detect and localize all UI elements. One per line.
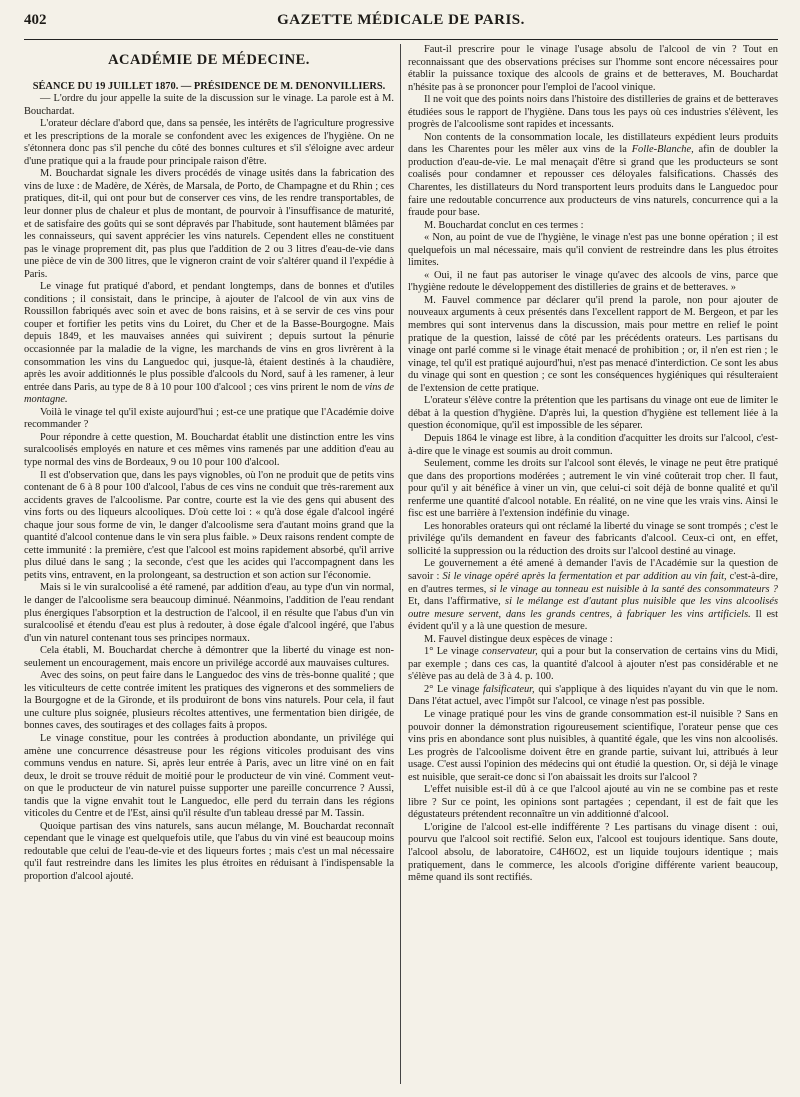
session-heading: SÉANCE DU 19 JUILLET 1870. — PRÉSIDENCE DE M. DENONVILLIERS. [32,80,386,92]
paragraph: M. Fauvel distingue deux espèces de vinage : [424,633,613,645]
paragraph: Cela établi, M. Bouchardat cherche à démontrer que la liberté du vinage est non-seulement un encouragement, mais encore un privilége accordé aux mauvaises cultures. [24,645,394,669]
paragraph: « Oui, il ne faut pas autoriser le vinage qu'avec des alcools de vins, parce que l'hygiène redoute le développement des distilleries de grains et de betteraves. » [408,269,778,294]
paragraph: Quoique partisan des vins naturels, sans aucun mélange, M. Bouchardat reconnaît cependant que le vinage est quelquefois utile, que l'abus du vin viné est beaucoup moins redoutable que celui de l'eau-de-vie et des liqueurs fortes ; mais c'est un mal nécessaire qu'il faut restreindre dans les limites les plus étroites en réduisant à l'indispensable la proportion d'alcool ajouté. [24,820,394,882]
paragraph: Pour répondre à cette question, M. Bouchardat établit une distinction entre les vins suralcoolisés employés en nature et ces mêmes vins ramenés par une addition d'eau au type normal des vins de Bordeaux, 9 ou 10 pour 100 d'alcool. [24,431,394,468]
paragraph: Avec des soins, on peut faire dans le Languedoc des vins de très-bonne qualité ; que les viticulteurs de cette contrée imitent les pratiques des vignerons et des sommeliers de la Bourgogne et de la Gironde, et ils produiront de bons vins naturels. Pour cela, il faut une culture plus soignée, plusieurs récoltes attentives, une fermentation bien dirigée, de bonnes caves, des soutirages et des collages faits à propos. [24,670,394,732]
right-column [408,44,778,1084]
paragraph: Voilà le vinage tel qu'il existe aujourd'hui ; est-ce une pratique que l'Académie doive recommander ? [24,406,394,431]
paragraph: L'orateur déclare d'abord que, dans sa pensée, les intérêts de l'agriculture progressive et les prescriptions de la morale se confondent avec les exigences de l'hygiène. On ne s'étonnera donc pas s'il penche du côté des bonnes cultures et s'il s'éloigne avec ardeur d'une pratique qui a la fraude pour principale raison d'être. [24,118,394,167]
paragraph: Mais si le vin suralcoolisé a été ramené, par addition d'eau, au type d'un vin normal, le danger de l'alcoolisme sera beaucoup diminué. Néanmoins, l'addition de l'eau rendant plus énergiques l'absorption et la destruction de l'alcool, il en résulte que l'abus d'un vin suralcoolisé et étendu d'eau est plus à redouter, à dose égale d'alcool ingéré, que l'abus d'un vin naturel contenant tous ses principes normaux. [24,582,394,644]
paragraph: Le vinage pratiqué pour les vins de grande consommation est-il nuisible ? Sans en pouvoir donner la démonstration rigoureusement scientifique, l'orateur pense que ces vins pris en abondance sont plus nuisibles, à quantité égale, que les vins non alcoolisés. Les progrès de l'alcoolisme doivent être en grande partie, suivant lui, attribués à leur usage. C'est aussi l'opinion des médecins qui ont étudié la question. Or, si déjà le vinage est nuisible, que serait-ce donc si l'on abaissait les droits sur l'alcool ? [408,708,778,783]
paragraph: Le vinage constitue, pour les contrées à production abondante, un privilége qui amène une concurrence désastreuse pour les régions viticoles produisant des vins communs vendus en nature. Si, après leur entrée à Paris, avec un litre viné on en fait deux, le droit se trouve réduit de moitié pour le producteur de vin viné. Comment veut-on que le producteur de vin naturel puisse supporter une pareille concurrence ? Aussi, tandis que la vigne envahit tout le Languedoc, elle perd du terrain dans les régions viticoles du Centre et de l'Est, ainsi qu'il résulte d'un tableau dressé par M. Tassin. [24,732,394,820]
left-column [24,44,394,1084]
column-divider [400,44,401,1084]
paragraph: M. Fauvel commence par déclarer qu'il prend la parole, non pour ajouter de nouveaux arguments à ceux présentés dans l'excellent rapport de M. Bergeon, et par les membres qui sont intervenus dans la discussion, mais pour mettre en relief le point pratique de la question, laissé de côté par les précédents orateurs. Les partisans du vinage ont parlé comme si le vinage était menacé de prohibition ; or, il n'en est rien ; le vinage, tel qu'il est pratiqué aujourd'hui, n'est pas menacé d'interdiction. Ce sont les abus du vinage qui sont en question ; ce sont les conséquences hygiéniques qui résulteraient de l'extension de cette pratique. [408,294,778,394]
page-number: 402 [24,12,47,28]
paragraph: L'origine de l'alcool est-elle indifférente ? Les partisans du vinage disent : oui, pourvu que l'alcool soit rectifié. Selon eux, l'alcool est toujours identique. Sans doute, l'alcool absolu, de laboratoire, C4H6O2, est un liquide toujours identique ; mais pratiquement, dans le commerce, les alcools d'origine différente varient beaucoup, même quand ils sont rectifiés. [408,821,778,884]
paragraph: 2° Le vinage falsificateur, qui s'applique à des liquides n'ayant du vin que le nom. Dans l'état actuel, avec l'impôt sur l'alcool, ce vinage n'est pas possible. [408,683,778,708]
paragraph: — L'ordre du jour appelle la suite de la discussion sur le vinage. La parole est à M. Bouchardat. [24,93,394,117]
paragraph: Le gouvernement a été amené à demander l'avis de l'Académie sur la question de savoir : Si le vinage opéré après la fermentation et par addition au vin fait, c'est-à-dire, en d'autres termes, si le vinage au tonneau est nuisible à la santé des consommateurs ? Et, dans l'affirmative, si le mélange est d'autant plus nuisible que les vins alcoolisés outre mesure servent, dans les grands centres, à fabriquer les vins artificiels. Il est évident qu'il y a là une question de mesure. [408,558,778,633]
paragraph: Faut-il prescrire pour le vinage l'usage absolu de l'alcool de vin ? Tout en reconnaissant que des observations précises sur l'homme sont encore nécessaires pour établir la puissance toxique des alcools de grains et de betteraves, M. Bouchardat n'hésite pas à se prononcer pour l'emploi de l'acool vinique. [408,44,778,93]
paragraph: M. Bouchardat conclut en ces termes : [424,219,584,231]
paragraph: Depuis 1864 le vinage est libre, à la condition d'acquitter les droits sur l'alcool, c'est-à-dire que le vinage est soumis au droit commun. [408,432,778,457]
paragraph: Non contents de la consommation locale, les distillateurs expédient leurs produits dans les Charentes pour les mêler aux vins de la Folle-Blanche, afin de doubler la production d'eau-de-vie. Le mal menaçait d'être si grand que les producteurs se sont coalisés pour condamner et repousser ces déloyales falsifications. Chassés des Charentes, les distillateurs du Nord transportent leurs produits dans le Languedoc pour faire une redoutable concurrence aux producteurs de vins naturels, concurrence qui a la fraude pour base. [408,131,778,219]
paragraph: Seulement, comme les droits sur l'alcool sont élevés, le vinage ne peut être pratiqué que dans des proportions modérées ; autrement le vin viné coûterait trop cher. Il faut, pour qu'il y ait bénéfice à viner un vin, que celui-ci soit déjà de bonne qualité et qu'il renferme une quantité d'alcool notable. En réalité, on ne vine que les vrais vins. Ainsi le fisc est une barrière à l'extension indéfinie du vinage. [408,458,778,520]
paragraph: 1° Le vinage conservateur, qui a pour but la conservation de certains vins du Midi, par exemple ; dans ces cas, la quantité d'alcool à ajouter n'est pas considérable et ne s'élève pas au delà de 3 à 4. p. 100. [408,646,778,683]
paragraph: Il ne voit que des points noirs dans l'histoire des distilleries de grains et de betteraves étudiées sous le rapport de l'hygiène. Dans tous les pays où ces industries s'élèvent, les progrès de l'alcoolisme sont rapides et incessants. [408,94,778,131]
page-header [24,12,778,40]
paragraph: Les honorables orateurs qui ont réclamé la liberté du vinage se sont trompés ; c'est le privilége qu'ils demandent en faveur des fabricants d'alcool. Ceux-ci ont, en effet, sollicité la suppression ou la réduction des droits sur l'alcool destiné au vinage. [408,520,778,557]
section-title: ACADÉMIE DE MÉDECINE. [108,52,310,68]
paragraph: L'effet nuisible est-il dû à ce que l'alcool ajouté au vin ne se combine pas et reste libre ? Sur ce point, les opinions sont partagées ; cependant, il est de fait que les dégustateurs prétendent reconnaître un vin additionné d'alcool. [408,784,778,821]
paragraph: Il est d'observation que, dans les pays vignobles, où l'on ne produit que de petits vins contenant de 6 à 8 pour 100 d'alcool, l'abus de ces vins ne conduit que très-rarement aux accidents graves de l'alcoolisme. Par contre, courte est la vie des gens qui abusent des vins forts ou des liqueurs alcooliques. D'où cette loi : « qu'à dose égale d'alcool ingéré chaque jour sous forme de vin, le danger d'alcoolisme sera d'autant moins grand que la quantité d'alcool contenue dans le vin sera plus faible. » Deux raisons rendent compte de cette immunité : la première, c'est que l'alcool est moins rapidement absorbé, qu'il arrive plus dilué dans le sang ; la seconde, c'est que les acides qui l'accompagnent dans les petits vins, entravent, en la prolongeant, sa destruction et son action sur l'économie. [24,469,394,581]
paragraph: M. Bouchardat signale les divers procédés de vinage usités dans la fabrication des vins de luxe : de Madère, de Xérès, de Marsala, de Porto, de Champagne et du Rhin ; ces pratiques, dit-il, qui ont pour but de conserver ces vins, de les rendre transportables, de leur donner plus de chaleur et plus de montant, de pourvoir à l'insuffisance de maturité, et de satisfaire des goûts qui se sont dépravés par l'habitude, sont hautement blâmées par les connaisseurs, qui savent apprécier les vins naturels. Cependent elles ne constituent pas le vinage proprement dit, pas plus que l'addition de 2 ou 3 litres d'eau-de-vie dans une pièce de vin de 300 litres, que le vigneron craint de voir s'altérer quand il l'expédie à Paris. [24,168,394,280]
paragraph: L'orateur s'élève contre la prétention que les partisans du vinage ont eue de limiter le débat à la question d'hygiène. D'après lui, la question d'hygiène est tellement liée à la question économique, qu'il est impossible de les séparer. [408,395,778,432]
paragraph: « Non, au point de vue de l'hygiène, le vinage n'est pas une bonne opération ; il est quelquefois un mal nécessaire, mais qu'il convient de restreindre dans les plus étroites limites. [408,232,778,269]
columns [24,44,778,1084]
journal-title: GAZETTE MÉDICALE DE PARIS. [277,12,525,28]
paragraph: Le vinage fut pratiqué d'abord, et pendant longtemps, dans de bonnes et d'utiles conditions ; il consistait, dans le principe, à ajouter de l'alcool de vin aux vins de Roussillon fabriqués avec soin et avec de bons raisins, et à se servir de ces vins pour couper et fortifier les petits vins du Loiret, du Cher et de la Basse-Bourgogne. Mais depuis 1849, et les mauvaises années qui suivirent ; depuis surtout la pénurie occasionnée par la maladie de la vigne, les marchands de vins en gros livrèrent à la consommation les vins du Languedoc qui, jusque-là, étaient destinés à la chaudière, après les avoir additionnés le plus possible d'alcools du Nord, sauf à les ramener, à leur entrée dans Paris, au type de 8 à 10 pour 100 d'alcool ; ces vins prirent le nom de vins de montagne. [24,281,394,406]
